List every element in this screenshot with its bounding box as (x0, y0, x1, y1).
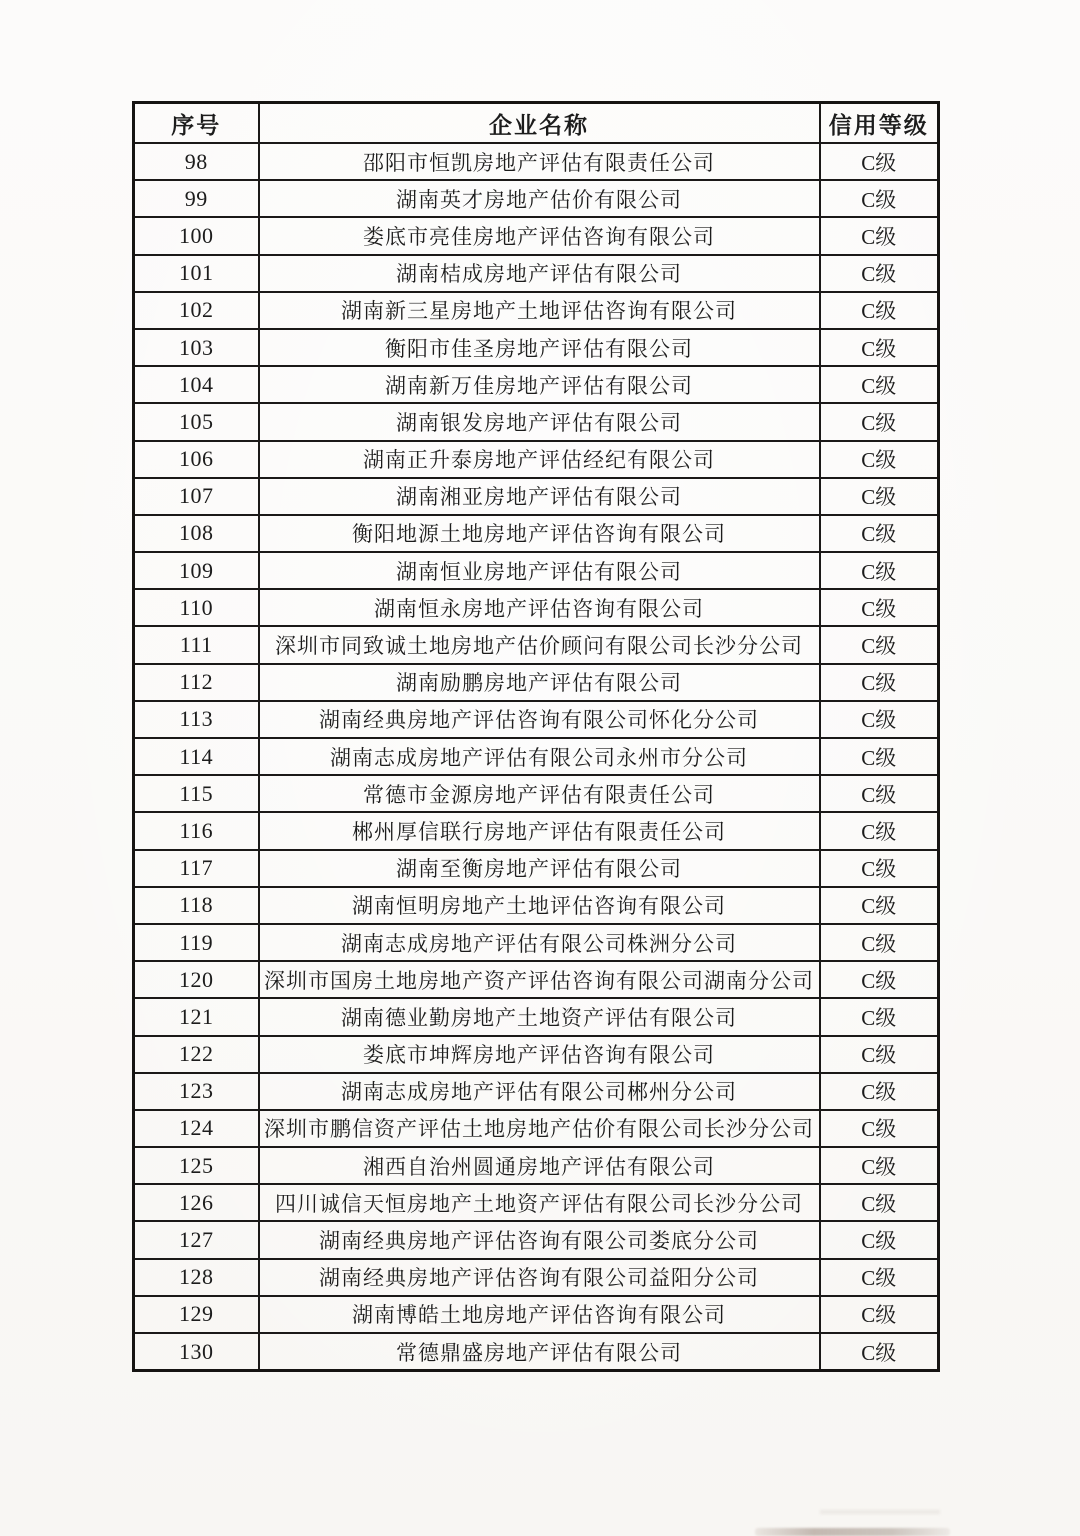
table-row (134, 292, 939, 329)
row-rating: C级 (820, 515, 939, 552)
row-company-name: 湖南湘亚房地产评估有限公司 (259, 478, 820, 515)
row-rating: C级 (820, 1333, 939, 1371)
row-rating: C级 (820, 738, 939, 775)
row-company-name: 深圳市国房土地房地产资产评估咨询有限公司湖南分公司 (259, 961, 820, 998)
row-company-name: 湖南正升泰房地产评估经纪有限公司 (259, 441, 820, 478)
table-row (134, 366, 939, 403)
row-company-name: 湖南励鹏房地产评估有限公司 (259, 664, 820, 701)
row-company-name: 湖南恒业房地产评估有限公司 (259, 552, 820, 589)
table-row (134, 403, 939, 440)
table-row (134, 701, 939, 738)
row-index: 124 (134, 1110, 259, 1147)
row-rating: C级 (820, 850, 939, 887)
table-row (134, 180, 939, 217)
table-row (134, 515, 939, 552)
row-index: 103 (134, 329, 259, 366)
row-company-name: 湖南至衡房地产评估有限公司 (259, 850, 820, 887)
row-company-name: 湖南银发房地产评估有限公司 (259, 403, 820, 440)
table-row (134, 1110, 939, 1147)
table-row (134, 143, 939, 180)
row-rating: C级 (820, 292, 939, 329)
row-index: 108 (134, 515, 259, 552)
table-row (134, 1333, 939, 1371)
row-index: 115 (134, 775, 259, 812)
row-company-name: 湖南志成房地产评估有限公司株洲分公司 (259, 924, 820, 961)
row-company-name: 衡阳地源土地房地产评估咨询有限公司 (259, 515, 820, 552)
row-index: 109 (134, 552, 259, 589)
scan-smudge-artifact-faint (820, 1510, 940, 1514)
row-rating: C级 (820, 961, 939, 998)
table-row (134, 1073, 939, 1110)
row-index: 125 (134, 1147, 259, 1184)
row-index: 104 (134, 366, 259, 403)
row-company-name: 湖南经典房地产评估咨询有限公司娄底分公司 (259, 1221, 820, 1258)
row-index: 120 (134, 961, 259, 998)
row-company-name: 常德市金源房地产评估有限责任公司 (259, 775, 820, 812)
row-rating: C级 (820, 143, 939, 180)
table-row (134, 255, 939, 292)
table-row (134, 1184, 939, 1221)
header-index: 序号 (134, 103, 259, 144)
table-row (134, 1259, 939, 1296)
row-rating: C级 (820, 626, 939, 663)
row-index: 119 (134, 924, 259, 961)
row-company-name: 湖南新万佳房地产评估有限公司 (259, 366, 820, 403)
row-index: 116 (134, 812, 259, 849)
table-row (134, 664, 939, 701)
scan-smudge-artifact (755, 1528, 950, 1536)
row-index: 118 (134, 887, 259, 924)
row-rating: C级 (820, 552, 939, 589)
row-rating: C级 (820, 812, 939, 849)
table-body (134, 143, 939, 1371)
row-company-name: 深圳市鹏信资产评估土地房地产估价有限公司长沙分公司 (259, 1110, 820, 1147)
header-company-name: 企业名称 (259, 103, 820, 144)
row-company-name: 湖南桔成房地产评估有限公司 (259, 255, 820, 292)
row-index: 99 (134, 180, 259, 217)
table-row (134, 478, 939, 515)
row-index: 121 (134, 998, 259, 1035)
row-index: 130 (134, 1333, 259, 1371)
row-rating: C级 (820, 1296, 939, 1333)
row-rating: C级 (820, 255, 939, 292)
row-company-name: 湖南恒永房地产评估咨询有限公司 (259, 589, 820, 626)
row-index: 122 (134, 1036, 259, 1073)
row-rating: C级 (820, 589, 939, 626)
table-row (134, 441, 939, 478)
row-index: 111 (134, 626, 259, 663)
credit-rating-table (132, 101, 940, 1372)
row-company-name: 邵阳市恒凯房地产评估有限责任公司 (259, 143, 820, 180)
row-index: 112 (134, 664, 259, 701)
row-rating: C级 (820, 887, 939, 924)
row-company-name: 湖南恒明房地产土地评估咨询有限公司 (259, 887, 820, 924)
row-company-name: 湖南新三星房地产土地评估咨询有限公司 (259, 292, 820, 329)
row-rating: C级 (820, 701, 939, 738)
table-row (134, 626, 939, 663)
row-company-name: 湖南志成房地产评估有限公司郴州分公司 (259, 1073, 820, 1110)
row-index: 117 (134, 850, 259, 887)
row-rating: C级 (820, 1147, 939, 1184)
row-company-name: 深圳市同致诚土地房地产估价顾问有限公司长沙分公司 (259, 626, 820, 663)
table-row (134, 1147, 939, 1184)
row-index: 107 (134, 478, 259, 515)
row-company-name: 衡阳市佳圣房地产评估有限公司 (259, 329, 820, 366)
table-row (134, 998, 939, 1035)
row-index: 98 (134, 143, 259, 180)
table-row (134, 924, 939, 961)
row-rating: C级 (820, 180, 939, 217)
table-row (134, 552, 939, 589)
row-company-name: 湖南英才房地产估价有限公司 (259, 180, 820, 217)
row-company-name: 娄底市坤辉房地产评估咨询有限公司 (259, 1036, 820, 1073)
row-company-name: 常德鼎盛房地产评估有限公司 (259, 1333, 820, 1371)
row-index: 102 (134, 292, 259, 329)
table-row (134, 329, 939, 366)
row-rating: C级 (820, 1221, 939, 1258)
table-row (134, 589, 939, 626)
table-row (134, 812, 939, 849)
row-rating: C级 (820, 775, 939, 812)
table-header (134, 103, 939, 144)
row-company-name: 四川诚信天恒房地产土地资产评估有限公司长沙分公司 (259, 1184, 820, 1221)
row-index: 129 (134, 1296, 259, 1333)
row-rating: C级 (820, 924, 939, 961)
row-rating: C级 (820, 403, 939, 440)
table-row (134, 887, 939, 924)
table-row (134, 738, 939, 775)
row-rating: C级 (820, 1110, 939, 1147)
row-index: 114 (134, 738, 259, 775)
row-index: 126 (134, 1184, 259, 1221)
row-company-name: 湖南德业勤房地产土地资产评估有限公司 (259, 998, 820, 1035)
table-row (134, 1221, 939, 1258)
row-company-name: 娄底市亮佳房地产评估咨询有限公司 (259, 217, 820, 254)
row-rating: C级 (820, 329, 939, 366)
row-index: 100 (134, 217, 259, 254)
row-index: 127 (134, 1221, 259, 1258)
row-company-name: 湖南志成房地产评估有限公司永州市分公司 (259, 738, 820, 775)
row-rating: C级 (820, 441, 939, 478)
row-index: 113 (134, 701, 259, 738)
row-rating: C级 (820, 366, 939, 403)
row-rating: C级 (820, 1036, 939, 1073)
table-row (134, 1036, 939, 1073)
row-company-name: 湖南博皓土地房地产评估咨询有限公司 (259, 1296, 820, 1333)
row-rating: C级 (820, 478, 939, 515)
row-index: 110 (134, 589, 259, 626)
table-row (134, 1296, 939, 1333)
row-company-name: 湘西自治州圆通房地产评估有限公司 (259, 1147, 820, 1184)
row-rating: C级 (820, 664, 939, 701)
table-row (134, 775, 939, 812)
row-company-name: 湖南经典房地产评估咨询有限公司怀化分公司 (259, 701, 820, 738)
row-rating: C级 (820, 217, 939, 254)
row-rating: C级 (820, 998, 939, 1035)
row-rating: C级 (820, 1184, 939, 1221)
row-index: 101 (134, 255, 259, 292)
row-index: 105 (134, 403, 259, 440)
table-row (134, 850, 939, 887)
row-rating: C级 (820, 1259, 939, 1296)
table-row (134, 961, 939, 998)
row-company-name: 郴州厚信联行房地产评估有限责任公司 (259, 812, 820, 849)
header-credit-rating: 信用等级 (820, 103, 939, 144)
row-index: 128 (134, 1259, 259, 1296)
row-index: 123 (134, 1073, 259, 1110)
table-header-row (134, 103, 939, 144)
row-rating: C级 (820, 1073, 939, 1110)
row-index: 106 (134, 441, 259, 478)
table-row (134, 217, 939, 254)
row-company-name: 湖南经典房地产评估咨询有限公司益阳分公司 (259, 1259, 820, 1296)
